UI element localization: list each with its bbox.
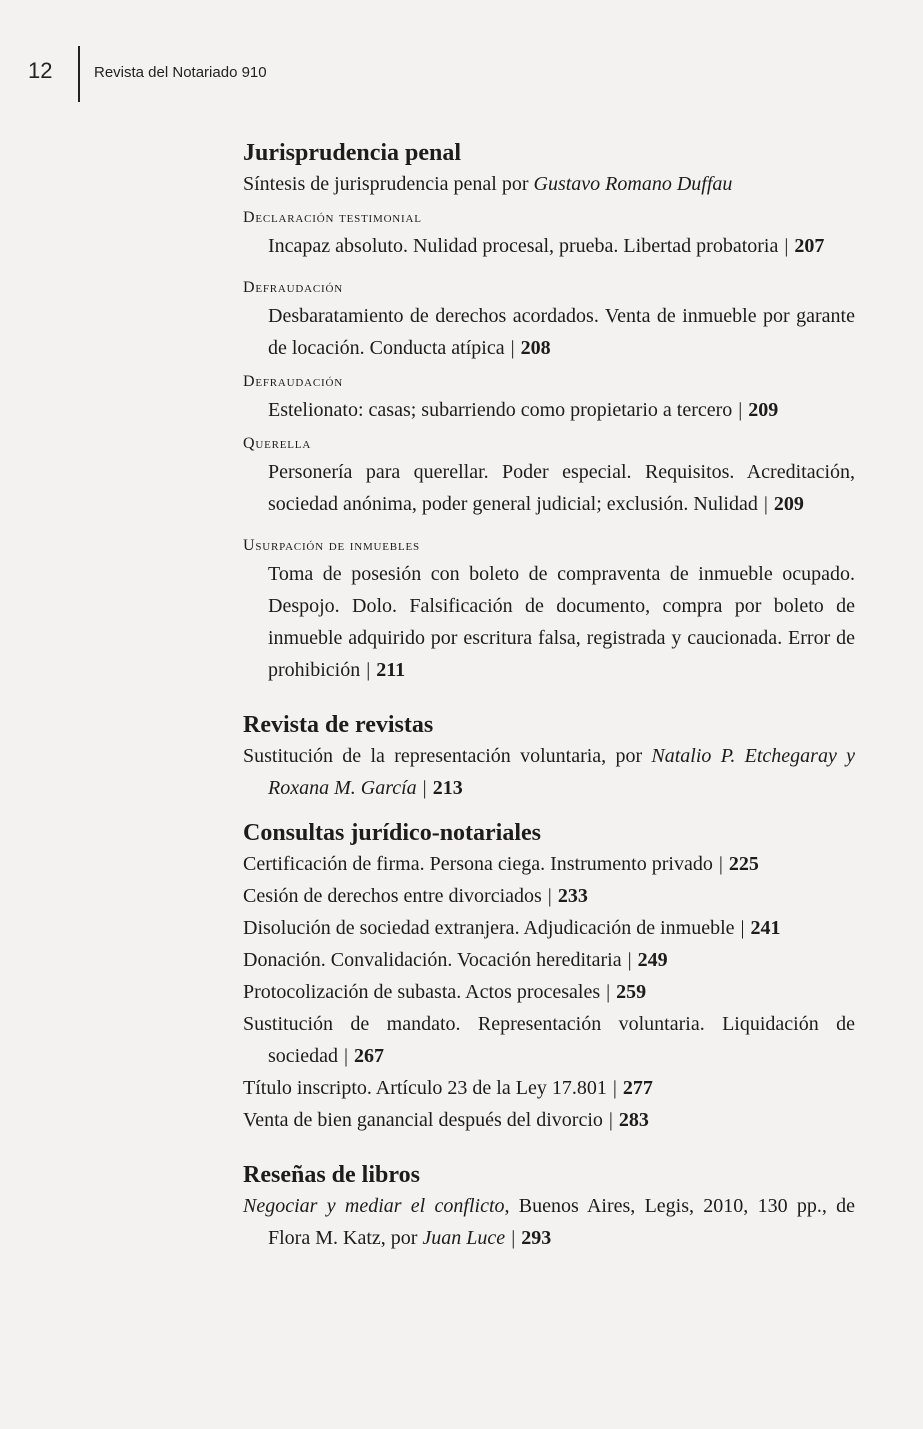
jurisprudencia-entry	[243, 206, 855, 262]
separator: |	[422, 777, 427, 799]
jurisprudencia-entry	[243, 276, 855, 364]
entry-title: Estelionato: casas; subarriendo como propietario a tercero	[268, 399, 733, 421]
entry-text[interactable]	[243, 300, 855, 364]
section-title-resenas: Reseñas de libros	[243, 1162, 420, 1188]
separator: |	[740, 917, 745, 939]
separator: |	[510, 337, 515, 359]
entry-page: 277	[622, 1077, 653, 1099]
entry-page: 267	[354, 1045, 384, 1067]
section-title-jurisprudencia: Jurisprudencia penal	[243, 140, 462, 166]
entry-category: Usurpación de inmuebles	[243, 537, 420, 554]
entry-text[interactable]	[243, 230, 855, 262]
consulta-entry[interactable]	[243, 848, 855, 880]
entry-page: 283	[618, 1109, 649, 1131]
table-of-contents	[243, 138, 855, 1254]
separator: |	[763, 493, 768, 515]
separator: |	[606, 981, 611, 1003]
entry-page: 211	[376, 659, 406, 681]
separator: |	[547, 885, 552, 907]
separator: |	[784, 235, 789, 257]
separator: |	[511, 1227, 516, 1249]
jurisprudencia-entry	[243, 432, 855, 520]
entry-page: 241	[750, 917, 781, 939]
separator: |	[608, 1109, 613, 1131]
intro-text: Síntesis de jurisprudencia penal por	[243, 173, 534, 195]
entry-title: Donación. Convalidación. Vocación hereditaria	[243, 949, 622, 971]
intro-author: Gustavo Romano Duffau	[533, 173, 733, 195]
book-title: Negociar y mediar el conflicto	[243, 1195, 505, 1217]
resena-entry[interactable]	[243, 1190, 855, 1254]
separator: |	[718, 853, 723, 875]
consulta-entry[interactable]	[243, 1104, 855, 1136]
entry-title: Desbaratamiento de derechos acordados. Venta de inmueble por garante de locación. Conducta atípica	[268, 305, 855, 359]
consulta-entry[interactable]	[243, 1008, 855, 1072]
entry-title: Certificación de firma. Persona ciega. Instrumento privado	[243, 853, 713, 875]
entry-page: 209	[748, 399, 779, 421]
separator: |	[738, 399, 743, 421]
entry-text[interactable]	[243, 558, 855, 686]
entry-category: Defraudación	[243, 279, 343, 296]
entry-title: Sustitución de la representación voluntaria, por	[243, 745, 652, 767]
separator: |	[612, 1077, 617, 1099]
entry-page: 249	[637, 949, 668, 971]
consulta-entry[interactable]	[243, 976, 855, 1008]
entry-category: Declaración testimonial	[243, 209, 422, 226]
revista-entry[interactable]	[243, 740, 855, 804]
jurisprudencia-entry	[243, 534, 855, 686]
consulta-entry[interactable]	[243, 912, 855, 944]
separator: |	[627, 949, 632, 971]
entry-title: Disolución de sociedad extranjera. Adjudicación de inmueble	[243, 917, 735, 939]
consulta-entry[interactable]	[243, 1072, 855, 1104]
entry-page: 209	[773, 493, 804, 515]
reviewer: Juan Luce	[422, 1227, 506, 1249]
separator: |	[366, 659, 371, 681]
entry-title: Protocolización de subasta. Actos procesales	[243, 981, 601, 1003]
entry-page: 213	[432, 777, 463, 799]
entry-title: Sustitución de mandato. Representación voluntaria. Liquidación de sociedad	[243, 1013, 855, 1067]
entry-title: Título inscripto. Artículo 23 de la Ley 17.801	[243, 1077, 607, 1099]
consulta-entry[interactable]	[243, 880, 855, 912]
entry-page: 208	[520, 337, 551, 359]
separator: |	[343, 1045, 348, 1067]
consulta-entry[interactable]	[243, 944, 855, 976]
entry-page: 225	[728, 853, 759, 875]
jurisprudencia-intro	[243, 168, 855, 200]
entry-title: Personería para querellar. Poder especial. Requisitos. Acreditación, sociedad anónima, poder general judicial; exclusión. Nulidad	[268, 461, 855, 515]
entry-text[interactable]	[243, 456, 855, 520]
entry-title: Cesión de derechos entre divorciados	[243, 885, 542, 907]
section-title-consultas: Consultas jurídico-notariales	[243, 820, 542, 846]
entry-title: Toma de posesión con boleto de compraventa de inmueble ocupado. Despojo. Dolo. Falsificación de documento, compra por boleto de inmueble adquirido por escritura falsa, registrada y caucionada. Error de prohibición	[268, 563, 855, 681]
entry-text[interactable]	[243, 394, 855, 426]
entry-page: 233	[557, 885, 588, 907]
entry-category: Querella	[243, 435, 312, 452]
entry-title: Venta de bien ganancial después del divorcio	[243, 1109, 603, 1131]
journal-title: Revista del Notariado 910	[94, 64, 267, 81]
page-number: 12	[28, 58, 53, 83]
book-details: , Buenos Aires, Legis, 2010, 130 pp., de Flora M. Katz, por	[268, 1195, 856, 1249]
entry-page: 259	[616, 981, 647, 1003]
entry-authors: Natalio P. Etchegaray y Roxana M. García	[268, 745, 855, 799]
entry-category: Defraudación	[243, 373, 343, 390]
page-header	[0, 0, 923, 110]
entry-title: Incapaz absoluto. Nulidad procesal, prueba. Libertad probatoria	[268, 235, 779, 257]
entry-page: 293	[521, 1227, 552, 1249]
section-title-revista: Revista de revistas	[243, 712, 434, 738]
header-divider	[78, 46, 80, 102]
entry-page: 207	[794, 235, 825, 257]
jurisprudencia-entry	[243, 370, 855, 426]
